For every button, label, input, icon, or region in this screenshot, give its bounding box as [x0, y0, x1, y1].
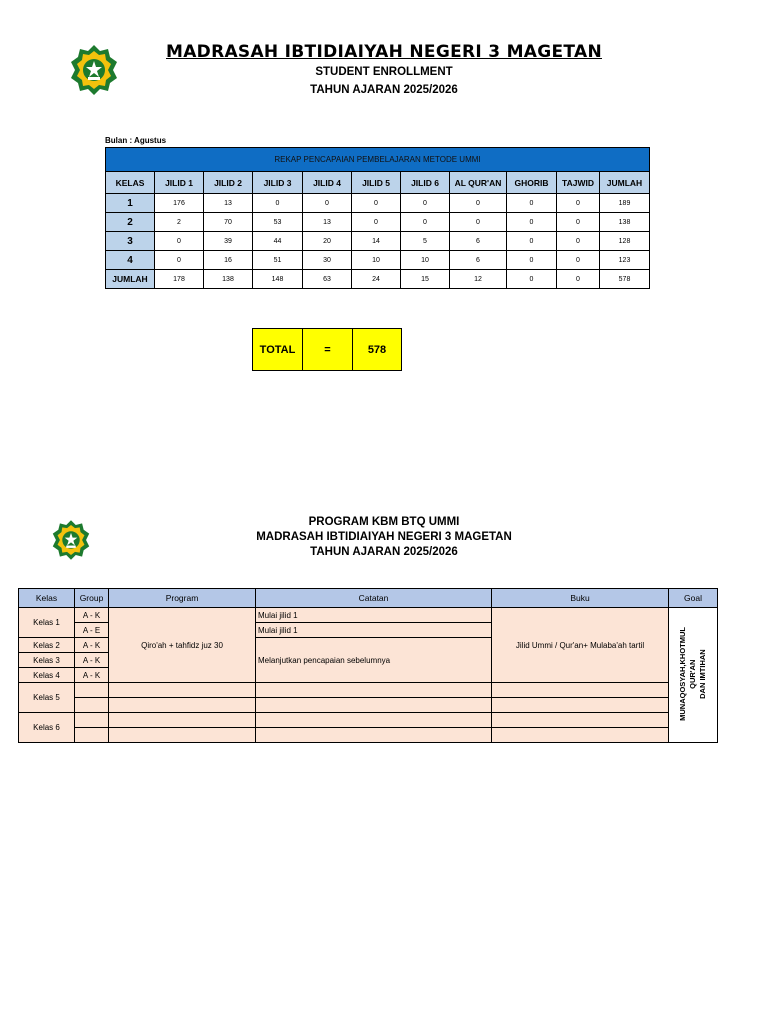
table-cell: 0: [401, 194, 450, 213]
group-cell: A - K: [75, 668, 109, 683]
table-cell: 10: [352, 251, 401, 270]
total-box: [252, 328, 402, 371]
rekap-col-header: AL QUR'AN: [450, 172, 507, 194]
program-title: PROGRAM KBM BTQ UMMI: [308, 516, 460, 528]
total-equals: =: [303, 329, 353, 371]
table-cell: 0: [507, 194, 557, 213]
table-cell: 0: [450, 194, 507, 213]
table-cell: 16: [204, 251, 253, 270]
table-cell: 128: [600, 232, 650, 251]
rekap-col-header: JILID 5: [352, 172, 401, 194]
catatan-3: Melanjutkan pencapaian sebelumnya: [256, 638, 492, 683]
header-program: Program: [109, 589, 256, 608]
table-row: [106, 232, 650, 251]
catatan-2: Mulai jilid 1: [256, 623, 492, 638]
group-cell: A - K: [75, 608, 109, 623]
table-row: [106, 270, 650, 289]
table-cell: 0: [557, 213, 600, 232]
table-cell: 44: [253, 232, 303, 251]
table-cell: 12: [450, 270, 507, 289]
row-label: 3: [106, 232, 155, 251]
kelas-2: Kelas 2: [19, 638, 75, 653]
total-label: TOTAL: [253, 329, 303, 371]
table-cell: 6: [450, 232, 507, 251]
table-cell: 6: [450, 251, 507, 270]
table-cell: 2: [155, 213, 204, 232]
table-cell: 0: [303, 194, 352, 213]
table-cell: 138: [600, 213, 650, 232]
table-cell: 24: [352, 270, 401, 289]
table-cell: 0: [507, 232, 557, 251]
table-cell: 0: [507, 213, 557, 232]
program-table: [18, 588, 718, 743]
goal-cell: [669, 608, 718, 743]
program-year: TAHUN AJARAN 2025/2026: [310, 546, 458, 558]
group-cell: A - K: [75, 653, 109, 668]
table-cell: 0: [253, 194, 303, 213]
group-cell: A - E: [75, 623, 109, 638]
kelas-3: Kelas 3: [19, 653, 75, 668]
table-row: [106, 194, 650, 213]
row-label: 2: [106, 213, 155, 232]
table-cell: 13: [303, 213, 352, 232]
table-cell: 15: [401, 270, 450, 289]
kelas-4: Kelas 4: [19, 668, 75, 683]
rekap-col-header: TAJWID: [557, 172, 600, 194]
rekap-col-header: JILID 2: [204, 172, 253, 194]
buku-text: Jilid Ummi / Qur'an+ Mulaba'ah tartil: [492, 608, 669, 683]
table-row: [106, 251, 650, 270]
table-cell: 63: [303, 270, 352, 289]
rekap-col-header: JILID 6: [401, 172, 450, 194]
table-cell: 0: [155, 251, 204, 270]
program-school: MADRASAH IBTIDIAIYAH NEGERI 3 MAGETAN: [256, 531, 512, 543]
kelas-1: Kelas 1: [19, 608, 75, 638]
catatan-1: Mulai jilid 1: [256, 608, 492, 623]
table-cell: 0: [507, 270, 557, 289]
table-cell: 0: [450, 213, 507, 232]
rekap-table: [105, 147, 650, 289]
kelas-5: Kelas 5: [19, 683, 75, 713]
table-cell: 0: [507, 251, 557, 270]
header-kelas: Kelas: [19, 589, 75, 608]
table-cell: 176: [155, 194, 204, 213]
table-cell: 70: [204, 213, 253, 232]
table-cell: 10: [401, 251, 450, 270]
rekap-col-header: GHORIB: [507, 172, 557, 194]
table-cell: 0: [352, 194, 401, 213]
header-buku: Buku: [492, 589, 669, 608]
table-cell: 0: [557, 194, 600, 213]
table-cell: 39: [204, 232, 253, 251]
table-row: [106, 213, 650, 232]
table-cell: 578: [600, 270, 650, 289]
school-title: MADRASAH IBTIDIAIYAH NEGERI 3 MAGETAN: [166, 42, 602, 62]
table-cell: 0: [401, 213, 450, 232]
rekap-col-header: JUMLAH: [600, 172, 650, 194]
kelas-6: Kelas 6: [19, 713, 75, 743]
table-cell: 0: [155, 232, 204, 251]
row-label: JUMLAH: [106, 270, 155, 289]
table-cell: 14: [352, 232, 401, 251]
row-label: 4: [106, 251, 155, 270]
rekap-col-header: KELAS: [106, 172, 155, 194]
table-cell: 123: [600, 251, 650, 270]
subtitle-enrollment: STUDENT ENROLLMENT: [315, 66, 453, 78]
table-cell: 148: [253, 270, 303, 289]
rekap-col-header: JILID 1: [155, 172, 204, 194]
table-cell: 189: [600, 194, 650, 213]
goal-text: MUNAQOSYAH,KHOTMUL QUR'AN DAN IMTIHAN: [678, 627, 707, 721]
table-cell: 13: [204, 194, 253, 213]
rekap-col-header: JILID 4: [303, 172, 352, 194]
table-cell: 0: [557, 232, 600, 251]
month-label: Bulan : Agustus: [105, 136, 167, 145]
rekap-header-row: [106, 172, 650, 194]
table-cell: 0: [557, 251, 600, 270]
table-cell: 178: [155, 270, 204, 289]
table-cell: 0: [352, 213, 401, 232]
table-cell: 30: [303, 251, 352, 270]
table-cell: 0: [557, 270, 600, 289]
table-cell: 5: [401, 232, 450, 251]
header-goal: Goal: [669, 589, 718, 608]
row-label: 1: [106, 194, 155, 213]
table-cell: 53: [253, 213, 303, 232]
program-text: Qiro'ah + tahfidz juz 30: [109, 608, 256, 683]
rekap-title: REKAP PENCAPAIAN PEMBELAJARAN METODE UMMI: [106, 148, 650, 172]
table-cell: 51: [253, 251, 303, 270]
total-value: 578: [353, 329, 402, 371]
rekap-col-header: JILID 3: [253, 172, 303, 194]
table-cell: 20: [303, 232, 352, 251]
header-group: Group: [75, 589, 109, 608]
table-cell: 138: [204, 270, 253, 289]
group-cell: A - K: [75, 638, 109, 653]
header-catatan: Catatan: [256, 589, 492, 608]
subtitle-school-year: TAHUN AJARAN 2025/2026: [310, 84, 458, 96]
